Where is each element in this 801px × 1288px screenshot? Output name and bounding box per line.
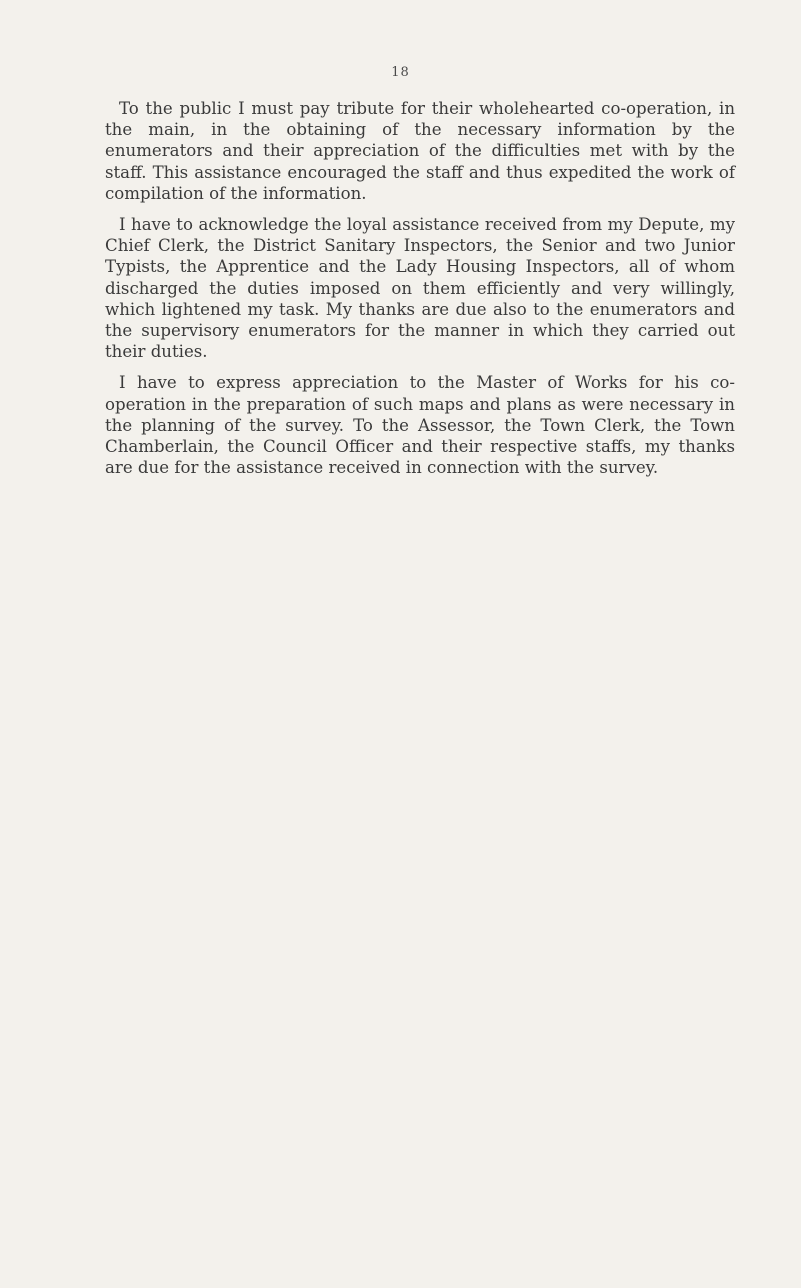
page-number: 18 bbox=[391, 65, 410, 80]
body-text bbox=[105, 98, 735, 488]
paragraph-staff-acknowledgement: I have to acknowledge the loyal assistance received from my Depute, my Chief Clerk, the District Sanitary Inspectors, the Senior and two Junior Typists, the Apprentice and the Lady Housing Inspectors, all of whom discharged the duties imposed on them efficiently and very willingly, which lightened my task. My thanks are due also to the enumerators and the supervisory enumerators for the manner in which they carried out their duties. bbox=[105, 215, 735, 362]
paragraph-officials-appreciation: I have to express appreciation to the Master of Works for his co-operation in the preparation of such maps and plans as were necessary in the planning of the survey. To the Assessor, the Town Clerk, the Town Chamberlain, the Council Officer and their respective staffs, my thanks are due for the assistance received in connection with the survey. bbox=[105, 373, 735, 478]
paragraph-public-tribute: To the public I must pay tribute for their wholehearted co-operation, in the main, in the obtaining of the necessary information by the enumerators and their appreciation of the difficulties met with by the staff. This assistance encouraged the staff and thus expedited the work of compilation of the information. bbox=[105, 99, 735, 203]
